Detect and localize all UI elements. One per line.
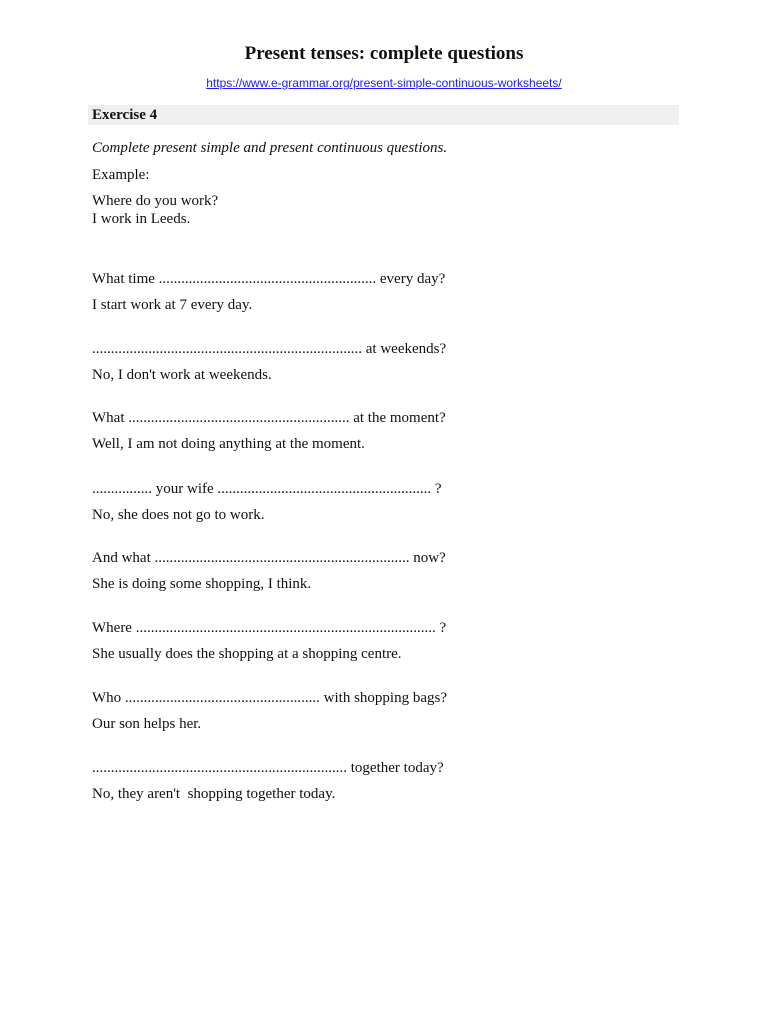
question-3: What ........................................................... at the moment? xyxy=(92,410,446,426)
question-6: Where ................................................................................ ? xyxy=(92,620,447,636)
answer-4: No, she does not go to work. xyxy=(92,507,265,523)
answer-7: Our son helps her. xyxy=(92,716,202,732)
example-label: Example: xyxy=(92,167,150,183)
answer-5: She is doing some shopping, I think. xyxy=(92,576,312,592)
question-5: And what .................................................................... now? xyxy=(92,550,446,566)
example-question: Where do you work? xyxy=(92,193,219,209)
answer-8: No, they aren't shopping together today. xyxy=(92,786,336,802)
answer-2: No, I don't work at weekends. xyxy=(92,367,272,383)
page-title: Present tenses: complete questions xyxy=(244,43,524,64)
question-4: ................ your wife ......................................................... ? xyxy=(92,481,442,497)
example-answer: I work in Leeds. xyxy=(92,211,191,227)
exercise-instruction: Complete present simple and present continuous questions. xyxy=(92,140,448,156)
answer-1: I start work at 7 every day. xyxy=(92,297,253,313)
question-7: Who .................................................... with shopping bags? xyxy=(92,690,447,706)
question-8: .................................................................... together today? xyxy=(92,760,444,776)
answer-6: She usually does the shopping at a shopping centre. xyxy=(92,646,402,662)
question-2: ........................................................................ at weekends? xyxy=(92,341,447,357)
answer-3: Well, I am not doing anything at the moment. xyxy=(92,436,365,452)
exercise-header-bar xyxy=(88,105,679,125)
question-1: What time .......................................................... every day? xyxy=(92,271,446,287)
exercise-heading: Exercise 4 xyxy=(92,107,158,123)
source-link[interactable]: https://www.e-grammar.org/present-simple-continuous-worksheets/ xyxy=(206,76,562,90)
